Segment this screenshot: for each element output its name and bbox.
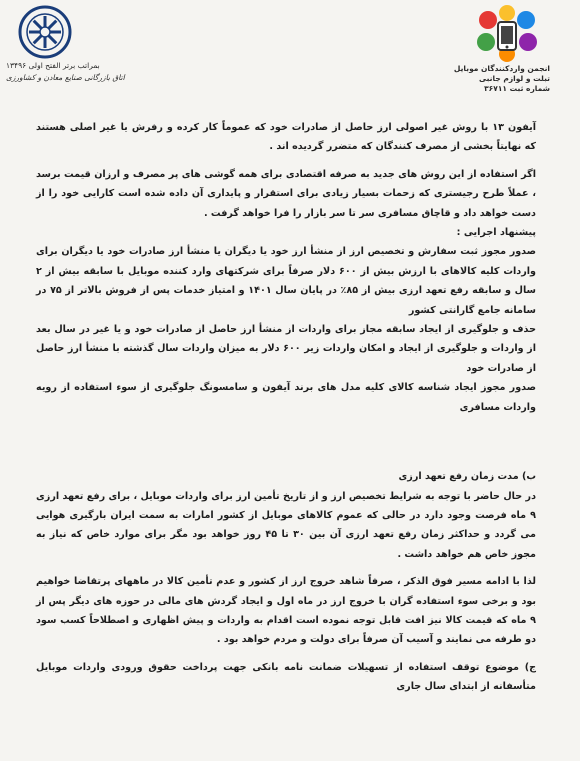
- paragraph-1: آیفون ۱۳ با روش غیر اصولی ارز حاصل از صادرات خود که عموماً کار کرده و رفرش یا غیر اصلی هستند که نهایتاً بخشی از مصرف کنندگان که متضرر گردیده اند .: [36, 122, 537, 153]
- heading-currency-deadline: ب) مدت زمان رفع تعهد ارزی: [398, 471, 536, 483]
- letter-body: [36, 118, 536, 697]
- paragraph-2: اگر استفاده از این روش های جدید به صرفه اقتصادی برای همه گوشی های پر مصرف و ارزان قیمت برسد ، عملاً طرح رجیستری که زحمات بسیار زیادی برای استقرار و پایداری آن داده شده است کارایی خود را از دست خواهد داد و قاچاق مسافری سر تا سر بازار را فرا خواهد گرفت .: [36, 168, 536, 219]
- chamber-name: اتاق بازرگانی صنایع معادن و کشاورزی: [6, 73, 125, 82]
- association-logo-icon: [472, 4, 542, 64]
- letterhead: [0, 0, 580, 120]
- association-subtitle: تبلت و لوازم جانبی: [479, 74, 550, 83]
- chamber-emblem-icon: [18, 5, 72, 59]
- chamber-letter-ref: بمراتب برتر الفتح اولی ۱۳۴۹۶: [6, 61, 100, 70]
- association-name: انجمن واردکنندگان موبایل: [453, 64, 550, 73]
- paragraph-6: در حال حاضر با توجه به شرایط تخصیص ارز و از تاریخ تأمین ارز برای واردات موبایل ، برای رفع تعهد ارزی ۹ ماه فرصت وجود دارد در حالی که عموم کالاهای موبایل از کشور امارات به سمت ایران بارگیری هوایی می گردد و حداکثر زمان رفع تعهد ارزی آن بین ۳۰ تا ۴۵ روز خواهد بود مگر برای موارد خاص که نیاز به مجوز خاص هم خواهد داشت .: [36, 490, 536, 560]
- chamber-name-block: [6, 60, 136, 84]
- paragraph-3: صدور مجوز ثبت سفارش و تخصیص ارز از منشأ ارز خود یا دیگران یا منشأ ارز صادرات خود یا دیگران برای واردات کلیه کالاهای با ارزش بیش از ۶۰۰ دلار صرفاً برای شرکتهای وارد کننده موبایل با سابقه بیش از ۲ سال و سابقه رفع تعهد ارزی بیش از ۸۵٪ در پایان سال ۱۴۰۱ و امتیاز خدمات پس از فروش بالاتر از ۷۵ در سامانه جامع گارانتی کشور: [36, 246, 536, 316]
- paragraph-4: حذف و جلوگیری از ایجاد سابقه مجاز برای واردات از منشأ ارز حاصل از صادرات خود و یا غیر در سال بعد از واردات و جلوگیری از ایجاد و امکان واردات زیر ۶۰۰ دلار به میزان واردات سال گذشته با منشأ ارز حاصل از صادرات خود: [36, 324, 536, 374]
- association-name-block: [430, 64, 550, 94]
- paragraph-5: صدور مجوز ایجاد شناسه کالای کلیه مدل های برند آیفون و سامسونگ جلوگیری از سوء استفاده از رویه واردات مسافری: [36, 382, 536, 413]
- paragraph-7: لذا با ادامه مسیر فوق الذکر ، صرفاً شاهد خروج ارز از کشور و عدم تأمین کالا در ماههای پرتقاضا خواهیم بود و برخی سوء استفاده گران با خروج ارز در ماه اول و ایجاد گردش های مالی در حوزه های دیگر پس از ۹ ماه که قیمت کالا نیز افت قابل توجه نموده است اقدام به واردات و پیش اظهاری و اصطلاحاً کسب سود دو طرفه می نمایند و آسیب آن صرفاً برای دولت و مردم خواهد بود .: [36, 576, 536, 646]
- heading-proposal: پیشنهاد اجرایی :: [456, 227, 536, 239]
- paragraph-8: ج) موضوع توقف استفاده از تسهیلات ضمانت نامه بانکی جهت پرداخت حقوق ورودی واردات موبایل متأسفانه از ابتدای سال جاری: [36, 661, 536, 693]
- association-reg-number: شماره ثبت ۳۶۷۱۱: [484, 84, 550, 93]
